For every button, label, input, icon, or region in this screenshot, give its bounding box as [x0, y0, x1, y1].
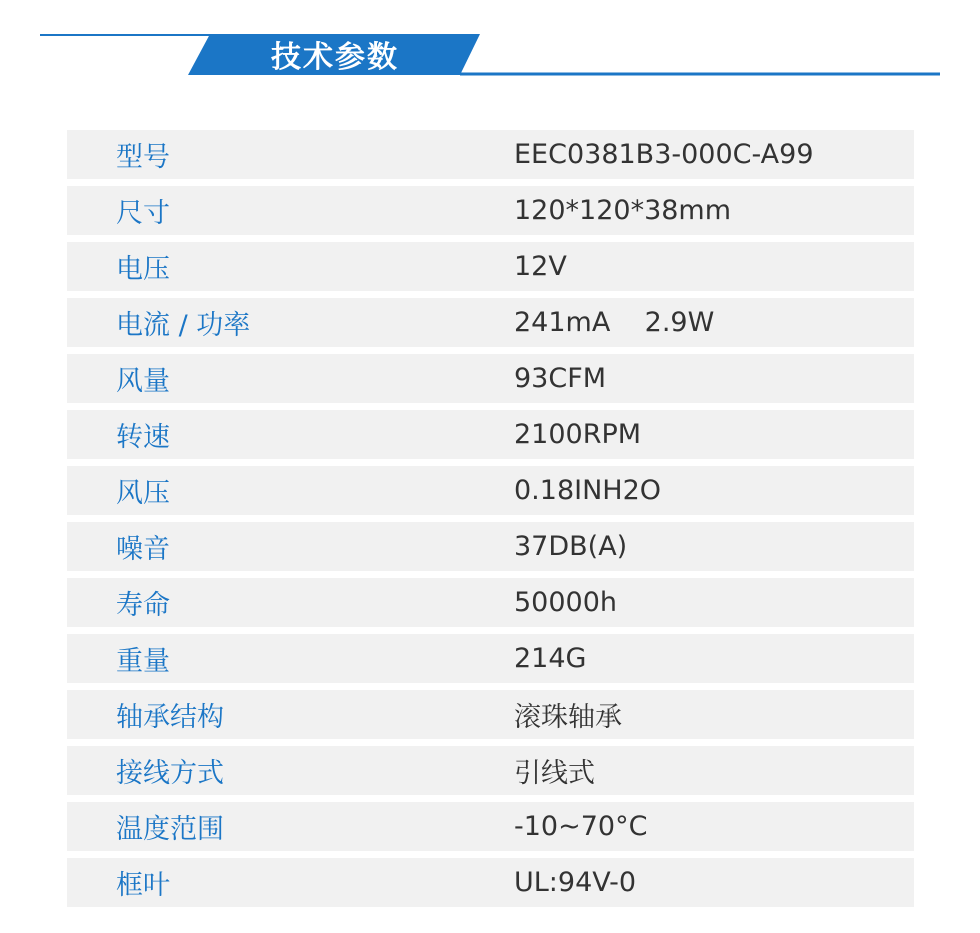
spec-value: 120*120*38mm: [514, 195, 732, 226]
spec-value: 214G: [514, 643, 587, 674]
spec-table: [67, 130, 914, 914]
spec-value: 0.18INH2O: [514, 475, 662, 506]
spec-label: 电压: [116, 254, 170, 285]
spec-label: 型号: [116, 142, 170, 173]
spec-label: 重量: [116, 646, 170, 677]
spec-row: [67, 746, 914, 795]
spec-label: 噪音: [116, 534, 170, 565]
spec-row: [67, 354, 914, 403]
spec-value: 37DB(A): [514, 531, 628, 562]
spec-label: 轴承结构: [116, 702, 224, 733]
spec-value: 241mA 2.9W: [514, 307, 715, 338]
header-decoration: [0, 0, 980, 100]
spec-value: -10~70°C: [514, 811, 648, 842]
spec-label: 尺寸: [116, 198, 170, 229]
spec-value: UL:94V-0: [514, 867, 637, 898]
spec-label: 温度范围: [116, 814, 224, 845]
spec-label: 风压: [116, 478, 170, 509]
spec-value: EEC0381B3-000C-A99: [514, 139, 814, 170]
spec-row: [67, 802, 914, 851]
spec-row: [67, 298, 914, 347]
spec-row: [67, 130, 914, 179]
spec-row: [67, 634, 914, 683]
spec-row: [67, 242, 914, 291]
spec-value: 2100RPM: [514, 419, 642, 450]
spec-label: 转速: [116, 422, 170, 453]
spec-row: [67, 186, 914, 235]
spec-value: 50000h: [514, 587, 618, 618]
spec-row: [67, 522, 914, 571]
section-header: [0, 0, 980, 100]
spec-value: 93CFM: [514, 363, 607, 394]
spec-label: 电流 / 功率: [116, 310, 251, 341]
spec-row: [67, 578, 914, 627]
spec-label: 寿命: [116, 590, 170, 621]
spec-row: [67, 858, 914, 907]
spec-value: 12V: [514, 251, 567, 282]
spec-label: 接线方式: [116, 758, 224, 789]
spec-value: 引线式: [514, 758, 595, 789]
section-title: 技术参数: [271, 40, 399, 75]
spec-label: 风量: [116, 366, 170, 397]
spec-row: [67, 410, 914, 459]
spec-value: 滚珠轴承: [514, 702, 622, 733]
spec-label: 框叶: [116, 870, 170, 901]
spec-row: [67, 690, 914, 739]
spec-row: [67, 466, 914, 515]
